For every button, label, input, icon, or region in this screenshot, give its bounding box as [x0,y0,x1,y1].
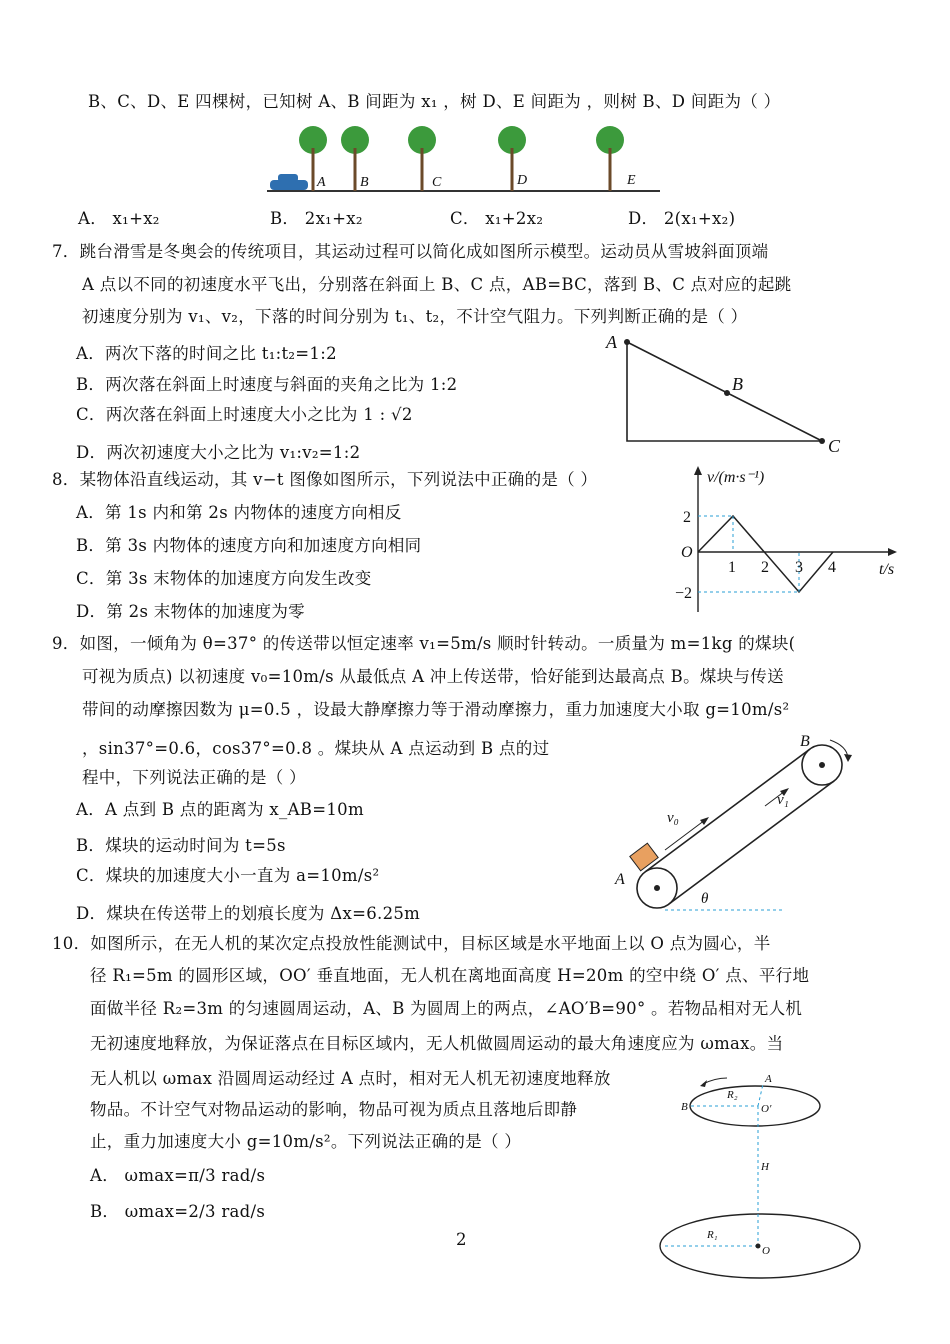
svg-text:B: B [800,733,810,750]
svg-text:H: H [761,1161,769,1173]
q10-option-b: B． ωmax=2/3 rad/s [90,1202,266,1221]
svg-text:E: E [627,173,636,188]
car-icon [270,174,308,190]
q6-option-c: C． x₁+2x₂ [450,209,544,228]
vt-graph [665,462,905,620]
q8-option-b: B．第 3s 内物体的速度方向和加速度方向相同 [76,536,422,555]
q8-option-c: C．第 3s 末物体的加速度方向发生改变 [76,569,372,588]
q10-line: 止，重力加速度大小 g=10m/s²。下列说法正确的是（ ） [90,1132,522,1151]
page-number: 2 [456,1230,467,1249]
q9-line: 带间的动摩擦因数为 μ=0.5 ，设最大静摩擦力等于滑动摩擦力，重力加速度大小取 g=10m/s² [82,700,790,719]
q6-option-b: B． 2x₁+x₂ [270,209,363,228]
q7-line: 初速度分别为 v₁、v₂，下落的时间分别为 t₁、t₂，不计空气阻力。下列判断正确的是（ ） [82,307,748,326]
conveyor-figure [605,728,875,918]
svg-text:O′: O′ [761,1103,772,1115]
svg-text:R₂: R₂ [727,1089,738,1101]
svg-text:C: C [828,436,841,455]
q9-option-c: C．煤块的加速度大小一直为 a=10m/s² [76,866,380,885]
svg-text:θ: θ [701,891,709,907]
q6-text: B、C、D、E 四棵树，已知树 A、B 间距为 x₁ ，树 D、E 间距为 ，则树 B、D 间距为（ ） [88,92,781,111]
q6-option-a: A． x₁+x₂ [78,209,160,228]
svg-text:4: 4 [828,559,836,576]
trees-figure [265,118,665,198]
svg-text:A: A [615,871,625,888]
svg-text:B: B [732,374,743,394]
q10-line: 径 R₁=5m 的圆形区域，OO′ 垂直地面，无人机在离地面高度 H=20m 的空中绕 O′ 点、平行地 [90,966,810,985]
q10-line: 面做半径 R₂=3m 的匀速圆周运动，A、B 为圆周上的两点，∠AO′B=90° 。若物品相对无人机 [90,999,803,1018]
q9-line: 可视为质点) 以初速度 v₀=10m/s 从最低点 A 冲上传送带，恰好能到达最高点 B。煤块与传送 [82,667,784,686]
slope-figure [600,330,850,455]
svg-text:R₁: R₁ [707,1229,718,1241]
svg-text:A: A [765,1073,772,1085]
svg-text:A: A [606,332,617,352]
drone-figure [655,1068,870,1283]
q8-option-a: A．第 1s 内和第 2s 内物体的速度方向相反 [76,503,402,522]
q9-line: ，sin37°=0.6，cos37°=0.8 。煤块从 A 点运动到 B 点的过 [82,739,550,758]
q9-option-a: A．A 点到 B 点的距离为 x_AB=10m [76,800,364,819]
svg-text:C: C [432,175,442,190]
q10-option-a: A． ωmax=π/3 rad/s [90,1166,266,1185]
q7-option-c: C．两次落在斜面上时速度大小之比为 1 : √2 [76,405,413,424]
svg-text:B: B [681,1101,688,1113]
svg-text:1: 1 [728,559,736,576]
q9-option-d: D．煤块在传送带上的划痕长度为 Δx=6.25m [76,904,421,923]
svg-text:t/s: t/s [879,561,895,578]
q7-option-a: A．两次下落的时间之比 t₁:t₂=1:2 [76,344,337,363]
svg-text:O: O [762,1245,770,1257]
q10-line: 无初速度地释放，为保证落点在目标区域内，无人机做圆周运动的最大角速度应为 ωmax。当 [90,1034,784,1053]
svg-text:B: B [360,175,369,190]
q9-option-b: B．煤块的运动时间为 t=5s [76,836,286,855]
svg-text:v₁: v₁ [777,792,789,808]
svg-text:v/(m·s⁻¹): v/(m·s⁻¹) [707,469,765,486]
q6-option-d: D． 2(x₁+x₂) [628,209,736,228]
q10-line: 10．如图所示，在无人机的某次定点投放性能测试中，目标区域是水平地面上以 O 点为圆心，半 [52,934,771,953]
svg-text:3: 3 [795,559,803,576]
q9-line: 9．如图，一倾角为 θ=37° 的传送带以恒定速率 v₁=5m/s 顺时针转动。一质量为 m=1kg 的煤块( [52,634,796,653]
q10-line: 物品。不计空气对物品运动的影响，物品可视为质点且落地后即静 [90,1100,578,1119]
svg-text:O: O [681,544,693,561]
svg-text:−2: −2 [675,585,693,602]
q10-line: 无人机以 ωmax 沿圆周运动经过 A 点时，相对无人机无初速度地释放 [90,1069,611,1088]
q7-line: 7．跳台滑雪是冬奥会的传统项目，其运动过程可以简化成如图所示模型。运动员从雪坡斜面顶端 [52,242,769,261]
svg-text:2: 2 [683,509,691,526]
q9-line: 程中，下列说法正确的是（ ） [82,768,306,787]
svg-text:D: D [517,173,528,188]
q7-line: A 点以不同的初速度水平飞出，分别落在斜面上 B、C 点，AB=BC，落到 B、C 点对应的起跳 [82,275,792,294]
svg-text:2: 2 [761,559,769,576]
svg-text:v₀: v₀ [667,810,679,826]
q7-option-b: B．两次落在斜面上时速度与斜面的夹角之比为 1:2 [76,375,458,394]
q8-text: 8．某物体沿直线运动，其 v−t 图像如图所示，下列说法中正确的是（ ） [52,470,598,489]
q7-option-d: D．两次初速度大小之比为 v₁:v₂=1:2 [76,443,361,462]
q8-option-d: D．第 2s 末物体的加速度为零 [76,602,305,621]
svg-text:A: A [317,175,326,190]
